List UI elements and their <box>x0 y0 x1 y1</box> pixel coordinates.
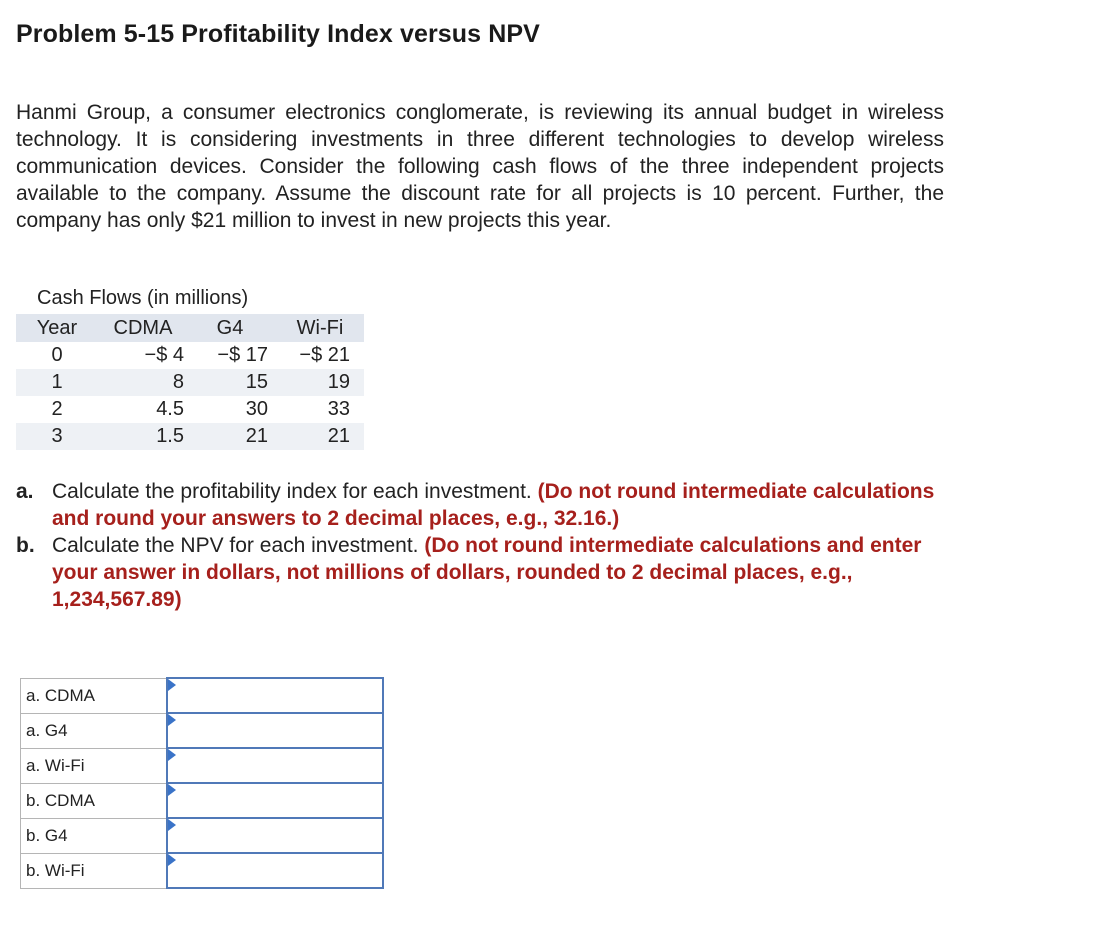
table-row <box>16 423 364 450</box>
cell-cdma: −$ 4 <box>144 344 184 366</box>
header-year: Year <box>16 314 98 342</box>
question-b <box>16 532 946 613</box>
question-hint: (Do not round intermediate calculations and enter your answer in dollars, not millions of dollars, rounded to 2 decimal places, e.g., 1,234,567.89) <box>52 534 922 611</box>
cell-year: 1 <box>16 369 98 396</box>
answer-cell <box>167 853 383 888</box>
cell-wifi: 19 <box>272 369 364 396</box>
answer-row <box>21 713 384 748</box>
input-marker-icon <box>168 679 176 691</box>
cash-flows-caption: Cash Flows (in millions) <box>37 287 249 309</box>
question-hint: (Do not round intermediate calculations and round your answers to 2 decimal places, e.g., 32.16.) <box>52 480 935 530</box>
cash-flows-table <box>16 314 364 450</box>
question-label: b. <box>16 534 35 557</box>
answer-cell <box>167 713 383 748</box>
header-wifi: Wi-Fi <box>272 314 364 342</box>
question-text: Calculate the NPV for each investment. <box>52 534 425 557</box>
problem-statement: Hanmi Group, a consumer electronics conglomerate, is reviewing its annual budget in wireless technology. It is considering investments in three different technologies to develop wireless communication devices. Consider the following cash flows of the three independent projects available to the company. Assume the discount rate for all projects is 10 percent. Further, the company has only $21 million to invest in new projects this year. <box>16 101 944 232</box>
answer-cell <box>167 678 383 713</box>
input-marker-icon <box>168 749 176 761</box>
cell-wifi: −$ 21 <box>299 344 350 366</box>
page-title: Problem 5-15 Profitability Index versus NPV <box>16 20 540 48</box>
input-marker-icon <box>168 714 176 726</box>
questions <box>16 478 946 613</box>
answer-input-a-wifi[interactable] <box>168 750 382 781</box>
cell-year: 2 <box>51 398 63 420</box>
question-body <box>52 532 946 613</box>
cell-wifi: 33 <box>327 398 350 420</box>
answer-row <box>21 748 384 783</box>
question-body <box>52 478 946 532</box>
answer-label: a. CDMA <box>21 678 168 713</box>
cash-flows-header-row <box>16 314 364 342</box>
answer-cell <box>167 748 383 783</box>
answer-label: b. G4 <box>21 818 168 853</box>
table-row <box>16 396 364 423</box>
input-marker-icon <box>168 819 176 831</box>
answer-row <box>21 853 384 888</box>
answer-label: b. Wi-Fi <box>21 853 168 888</box>
cell-cdma: 8 <box>98 369 188 396</box>
header-g4: G4 <box>188 314 272 342</box>
table-row <box>16 369 364 396</box>
answer-cell <box>167 783 383 818</box>
answer-label: a. Wi-Fi <box>21 748 168 783</box>
cell-g4: 21 <box>188 423 272 450</box>
answer-row <box>21 783 384 818</box>
question-label: a. <box>16 480 34 503</box>
answer-row <box>21 818 384 853</box>
answer-input-b-g4[interactable] <box>168 820 382 851</box>
cell-cdma: 4.5 <box>156 398 184 420</box>
question-text: Calculate the profitability index for each investment. <box>52 480 538 503</box>
answer-row <box>21 678 384 713</box>
cell-wifi: 21 <box>272 423 364 450</box>
cell-year: 3 <box>16 423 98 450</box>
input-marker-icon <box>168 784 176 796</box>
table-row <box>16 342 364 369</box>
question-a <box>16 478 946 532</box>
header-cdma: CDMA <box>98 314 188 342</box>
answer-label: a. G4 <box>21 713 168 748</box>
answer-input-a-cdma[interactable] <box>168 680 382 711</box>
cell-g4: −$ 17 <box>217 344 268 366</box>
answer-input-a-g4[interactable] <box>168 715 382 746</box>
answer-input-b-cdma[interactable] <box>168 785 382 816</box>
answer-cell <box>167 818 383 853</box>
answer-label: b. CDMA <box>21 783 168 818</box>
cell-g4: 30 <box>245 398 268 420</box>
input-marker-icon <box>168 854 176 866</box>
answer-input-b-wifi[interactable] <box>168 855 382 886</box>
cell-year: 0 <box>51 344 63 366</box>
cell-cdma: 1.5 <box>98 423 188 450</box>
cell-g4: 15 <box>188 369 272 396</box>
answer-table <box>20 677 384 889</box>
